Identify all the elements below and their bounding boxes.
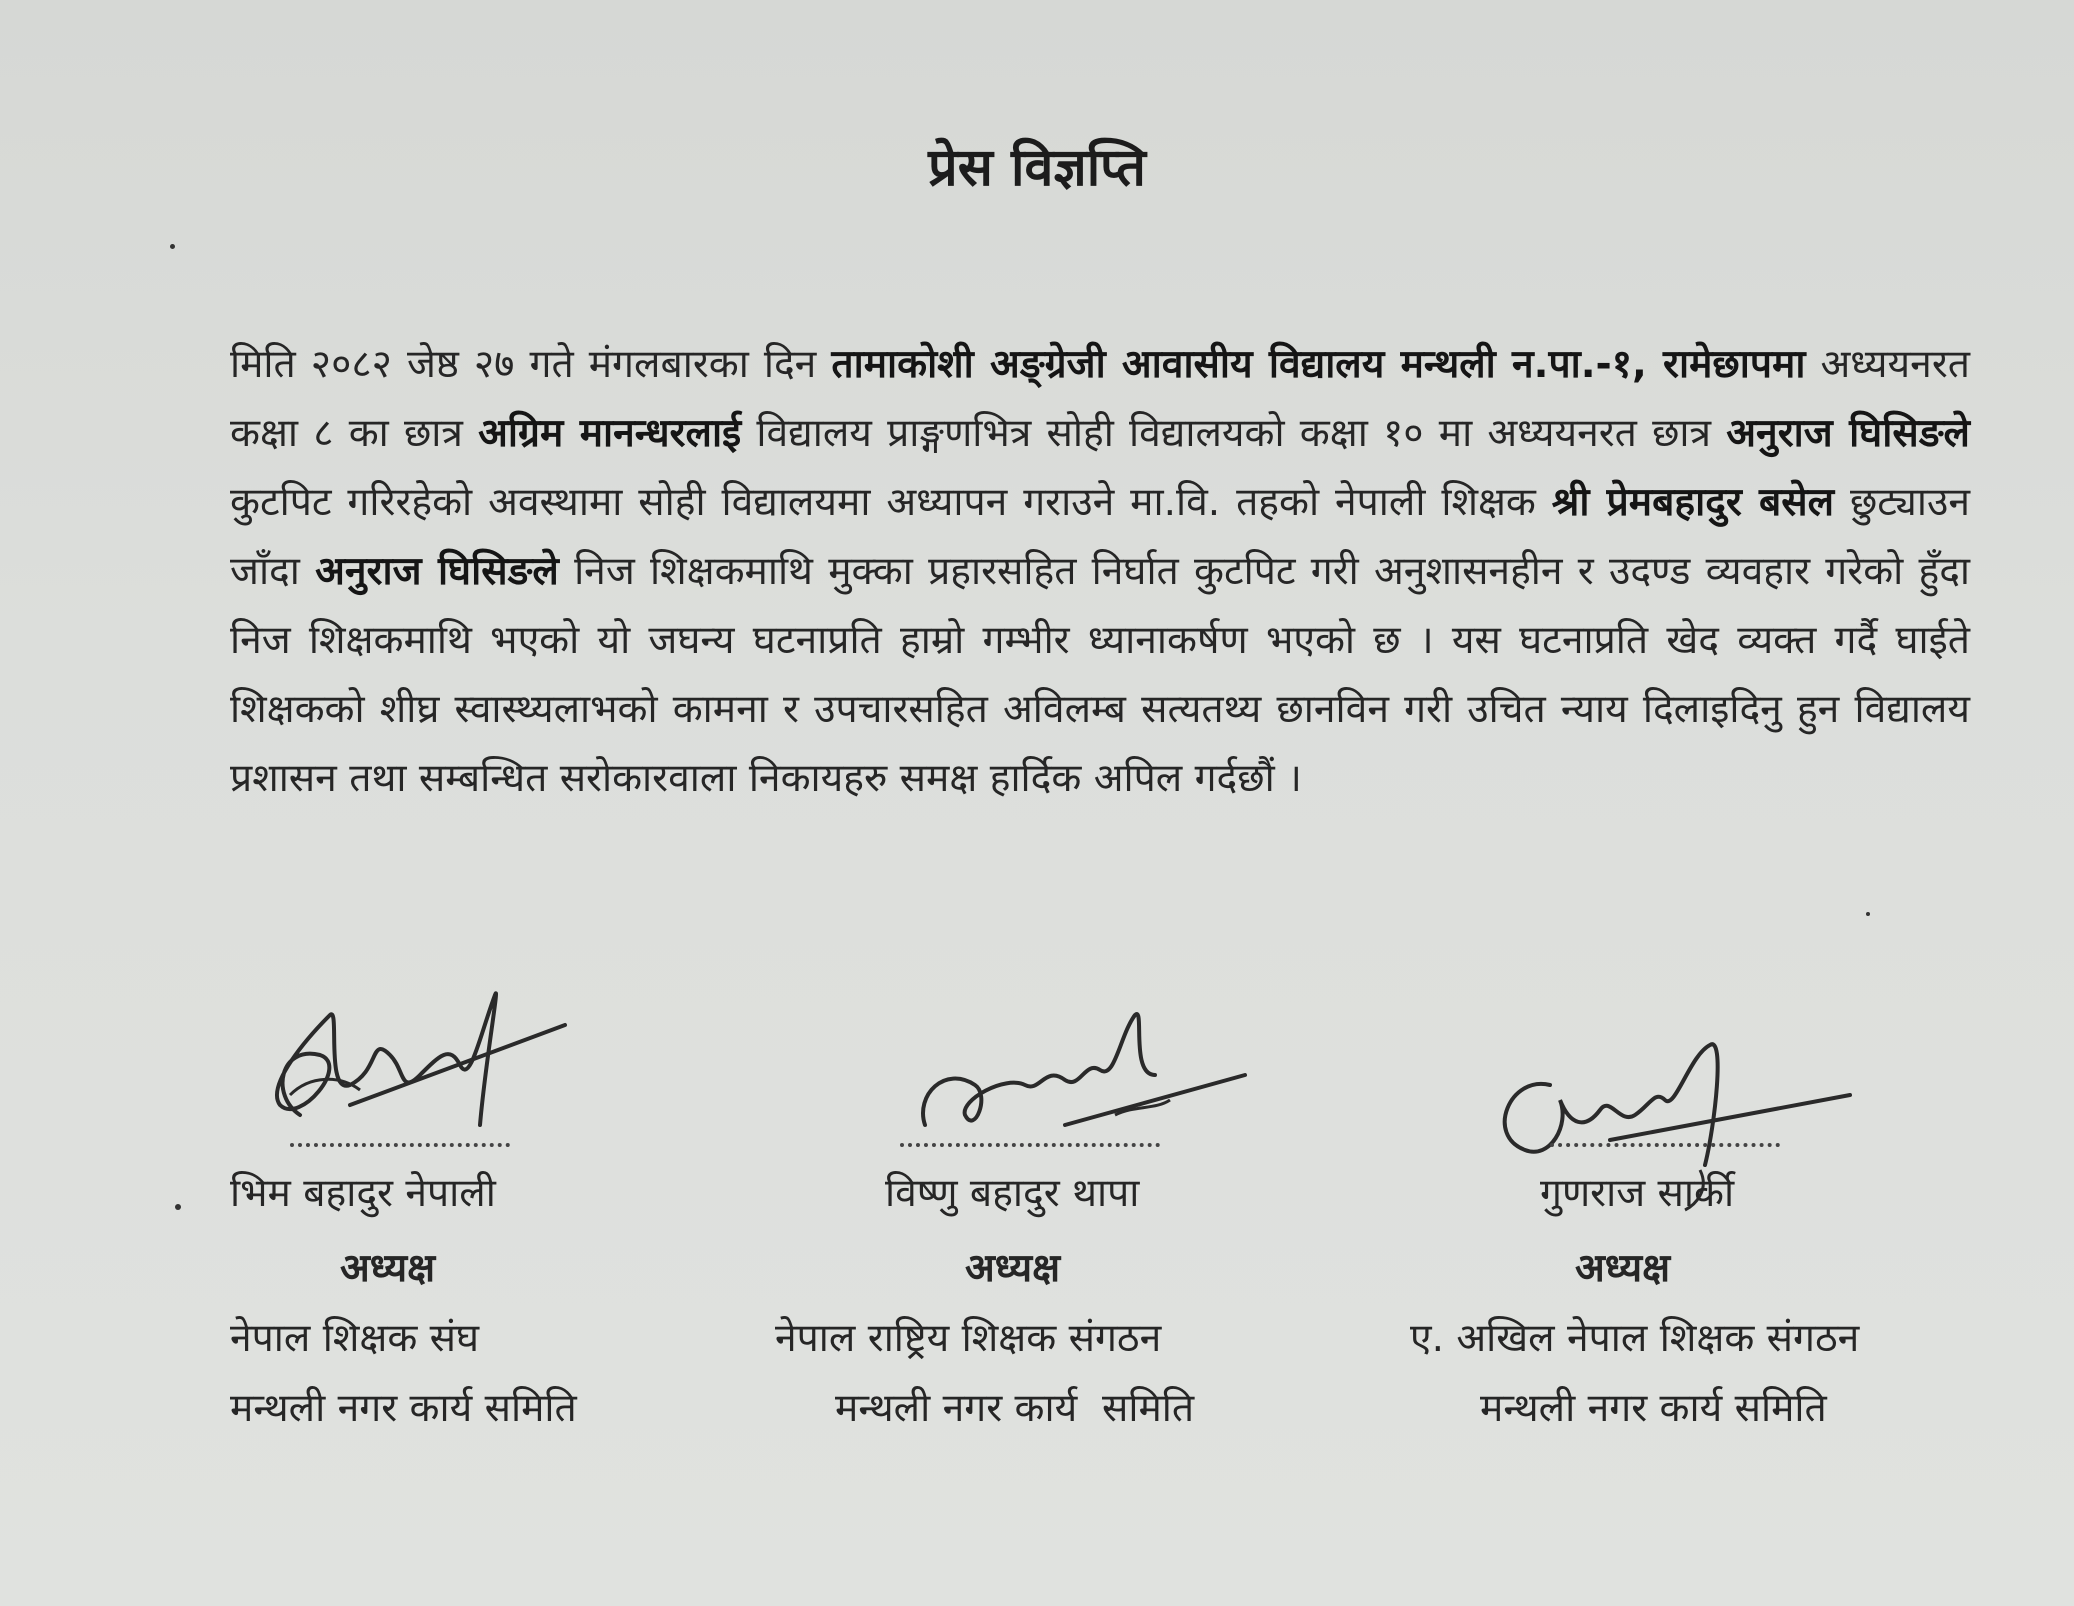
signatory-committee-1: मन्थली नगर कार्य समिति: [230, 1386, 577, 1431]
body-segment: अध्ययनरत कक्षा ८ का छात्र: [230, 342, 1971, 456]
body-segment: कुटपिट गरिरहेको अवस्थामा सोही विद्यालयमा अध्यापन गराउने मा.वि. तहको नेपाली शिक्षक: [230, 480, 1552, 525]
signatory-committee-2: मन्थली नगर कार्य समिति: [835, 1386, 1195, 1431]
signature-image-2: [775, 975, 1175, 1155]
signature-area-1: [230, 975, 750, 1155]
press-release-body: [230, 330, 1970, 813]
stray-dot: [170, 244, 175, 249]
stray-dot: [1866, 912, 1870, 916]
signatory-name-3: गुणराज सार्की: [1540, 1171, 1735, 1216]
body-segment-bold: तामाकोशी अङ्ग्रेजी आवासीय विद्यालय मन्थली न.पा.-१, रामेछापमा: [831, 342, 1806, 387]
signature-line-3: [1550, 1143, 1780, 1147]
signature-line-1: [290, 1143, 510, 1147]
signatory-role-2: अध्यक्ष: [965, 1246, 1061, 1291]
body-segment-bold: अग्रिम मानन्धरलाई: [478, 411, 742, 456]
body-segment-bold: अनुराज घिसिङले: [315, 549, 559, 594]
signatory-organization-3: ए. अखिल नेपाल शिक्षक संगठन: [1410, 1316, 1860, 1361]
signatory-block-1: [230, 975, 750, 1455]
signatory-organization-2: नेपाल राष्ट्रिय शिक्षक संगठन: [775, 1316, 1162, 1361]
signatory-name-1: भिम बहादुर नेपाली: [230, 1171, 496, 1216]
body-segment: मिति २०८२ जेष्ठ २७ गते मंगलबारका दिन: [230, 342, 832, 387]
signatory-role-3: अध्यक्ष: [1575, 1246, 1671, 1291]
signatory-name-2: विष्णु बहादुर थापा: [885, 1171, 1140, 1216]
signatory-block-3: [1410, 975, 2010, 1455]
signatory-organization-1: नेपाल शिक्षक संघ: [230, 1316, 480, 1361]
document-title: प्रेस विज्ञप्ति: [928, 138, 1146, 198]
stray-dot: [175, 1204, 181, 1210]
signatory-committee-3: मन्थली नगर कार्य समिति: [1480, 1386, 1827, 1431]
body-segment: छुट्याउन जाँदा: [230, 480, 1970, 594]
signature-area-2: [775, 975, 1335, 1155]
signature-line-2: [900, 1143, 1160, 1147]
signature-area-3: [1410, 975, 2010, 1155]
body-segment: विद्यालय प्राङ्गणभित्र सोही विद्यालयको कक्षा १० मा अध्ययनरत छात्र: [741, 411, 1727, 456]
body-segment: निज शिक्षकमाथि मुक्का प्रहारसहित निर्घात कुटपिट गरी अनुशासनहीन र उदण्ड व्यवहार गरेको हुँदा निज शिक्षकमाथि भएको यो जघन्य घटनाप्रति हाम्रो गम्भीर ध्यानाकर्षण भएको छ । यस घटनाप्रति खेद व्यक्त गर्दै घाईते शिक्षकको शीघ्र स्वास्थ्यलाभको कामना र उपचारसहित अविलम्ब सत्यतथ्य छानविन गरी उचित न्याय दिलाइदिनु हुन विद्यालय प्रशासन तथा सम्बन्धित सरोकारवाला निकायहरु समक्ष हार्दिक अपिल गर्दछौं ।: [230, 549, 1970, 801]
signature-image-1: [230, 975, 590, 1155]
signatory-role-1: अध्यक्ष: [340, 1246, 436, 1291]
signatory-block-2: [775, 975, 1335, 1455]
body-segment-bold: अनुराज घिसिङले: [1726, 411, 1970, 456]
body-segment-bold: श्री प्रेमबहादुर बसेल: [1551, 480, 1835, 525]
